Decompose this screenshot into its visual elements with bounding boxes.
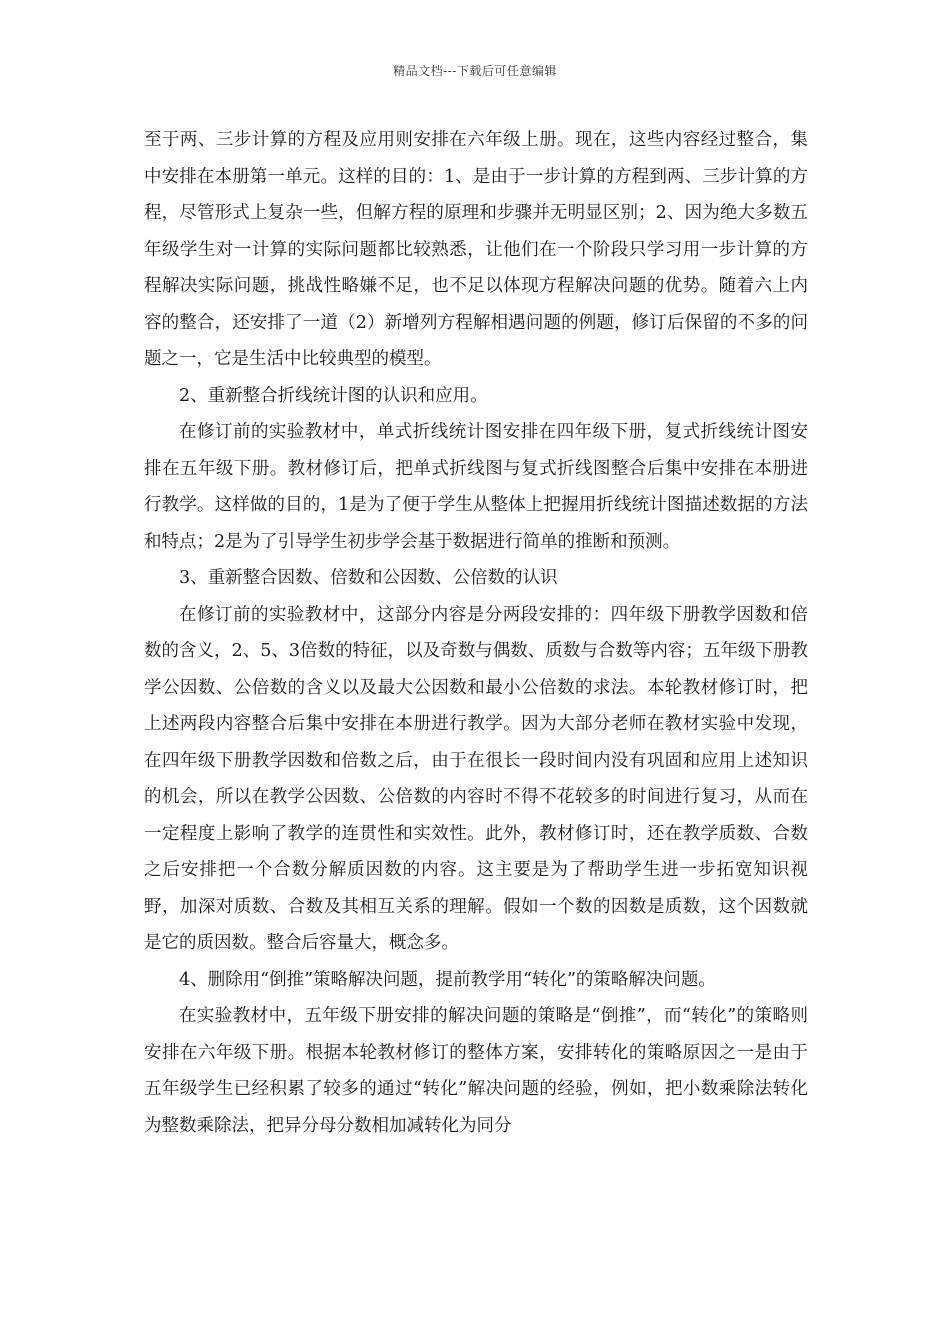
section-heading-4: 4、删除用“倒推”策略解决问题，提前教学用“转化”的策略解决问题。 [179, 969, 716, 990]
paragraph-continuation: 至于两、三步计算的方程及应用则安排在六年级上册。现在，这些内容经过整合，集中安排在本册第一单元。这样的目的：1、是由于一步计算的方程到两、三步计算的方程，尽管形式上复杂一些，但解方程的原理和步骤并无明显区别；2、因为绝大多数五年级学生对一计算的实际问题都比较熟悉，让他们在一个阶段只学习用一步计算的方程解决实际问题，挑战性略嫌不足，也不足以体现方程解决问题的优势。随着六上内容的整合，还安排了一道（2）新增列方程解相遇问题的例题，修订后保留的不多的问题之一，它是生活中比较典型的模型。 [144, 130, 808, 369]
document-body [144, 122, 808, 1144]
section-heading-2: 2、重新整合折线统计图的认识和应用。 [179, 385, 488, 406]
paragraph-factors-multiples: 在修订前的实验教材中，这部分内容是分两段安排的：四年级下册教学因数和倍数的含义，2、5、3倍数的特征，以及奇数与偶数、质数与合数等内容；五年级下册教学公因数、公倍数的含义以及最大公因数和最小公倍数的求法。本轮教材修订时，把上述两段内容整合后集中安排在本册进行教学。因为大部分老师在教材实验中发现，在四年级下册教学因数和倍数之后，由于在很长一段时间内没有巩固和应用上述知识的机会，所以在教学公因数、公倍数的内容时不得不花较多的时间进行复习，从而在一定程度上影响了教学的连贯性和实效性。此外，教材修订时，还在教学质数、合数之后安排把一个合数分解质因数的内容。这主要是为了帮助学生进一步拓宽知识视野，加深对质数、合数及其相互关系的理解。假如一个数的因数是质数，这个因数就是它的质因数。整合后容量大，概念多。 [144, 604, 808, 953]
page-header: 精品文档---下载后可任意编辑 [393, 64, 557, 78]
paragraph-line-chart: 在修订前的实验教材中，单式折线统计图安排在四年级下册，复式折线统计图安排在五年级下册。教材修订后，把单式折线图与复式折线图整合后集中安排在本册进行教学。这样做的目的，1是为了便于学生从整体上把握用折线统计图描述数据的方法和特点；2是为了引导学生初步学会基于数据进行简单的推断和预测。 [144, 422, 808, 552]
section-heading-3: 3、重新整合因数、倍数和公因数、公倍数的认识 [179, 568, 558, 588]
paragraph-strategy: 在实验教材中，五年级下册安排的解决问题的策略是“倒推”，而“转化”的策略则安排在六年级下册。根据本轮教材修订的整体方案，安排转化的策略原因之一是由于五年级学生已经积累了较多的通过“转化”解决问题的经验，例如，把小数乘除法转化为整数乘除法，把异分母分数相加减转化为同分 [144, 1006, 808, 1136]
